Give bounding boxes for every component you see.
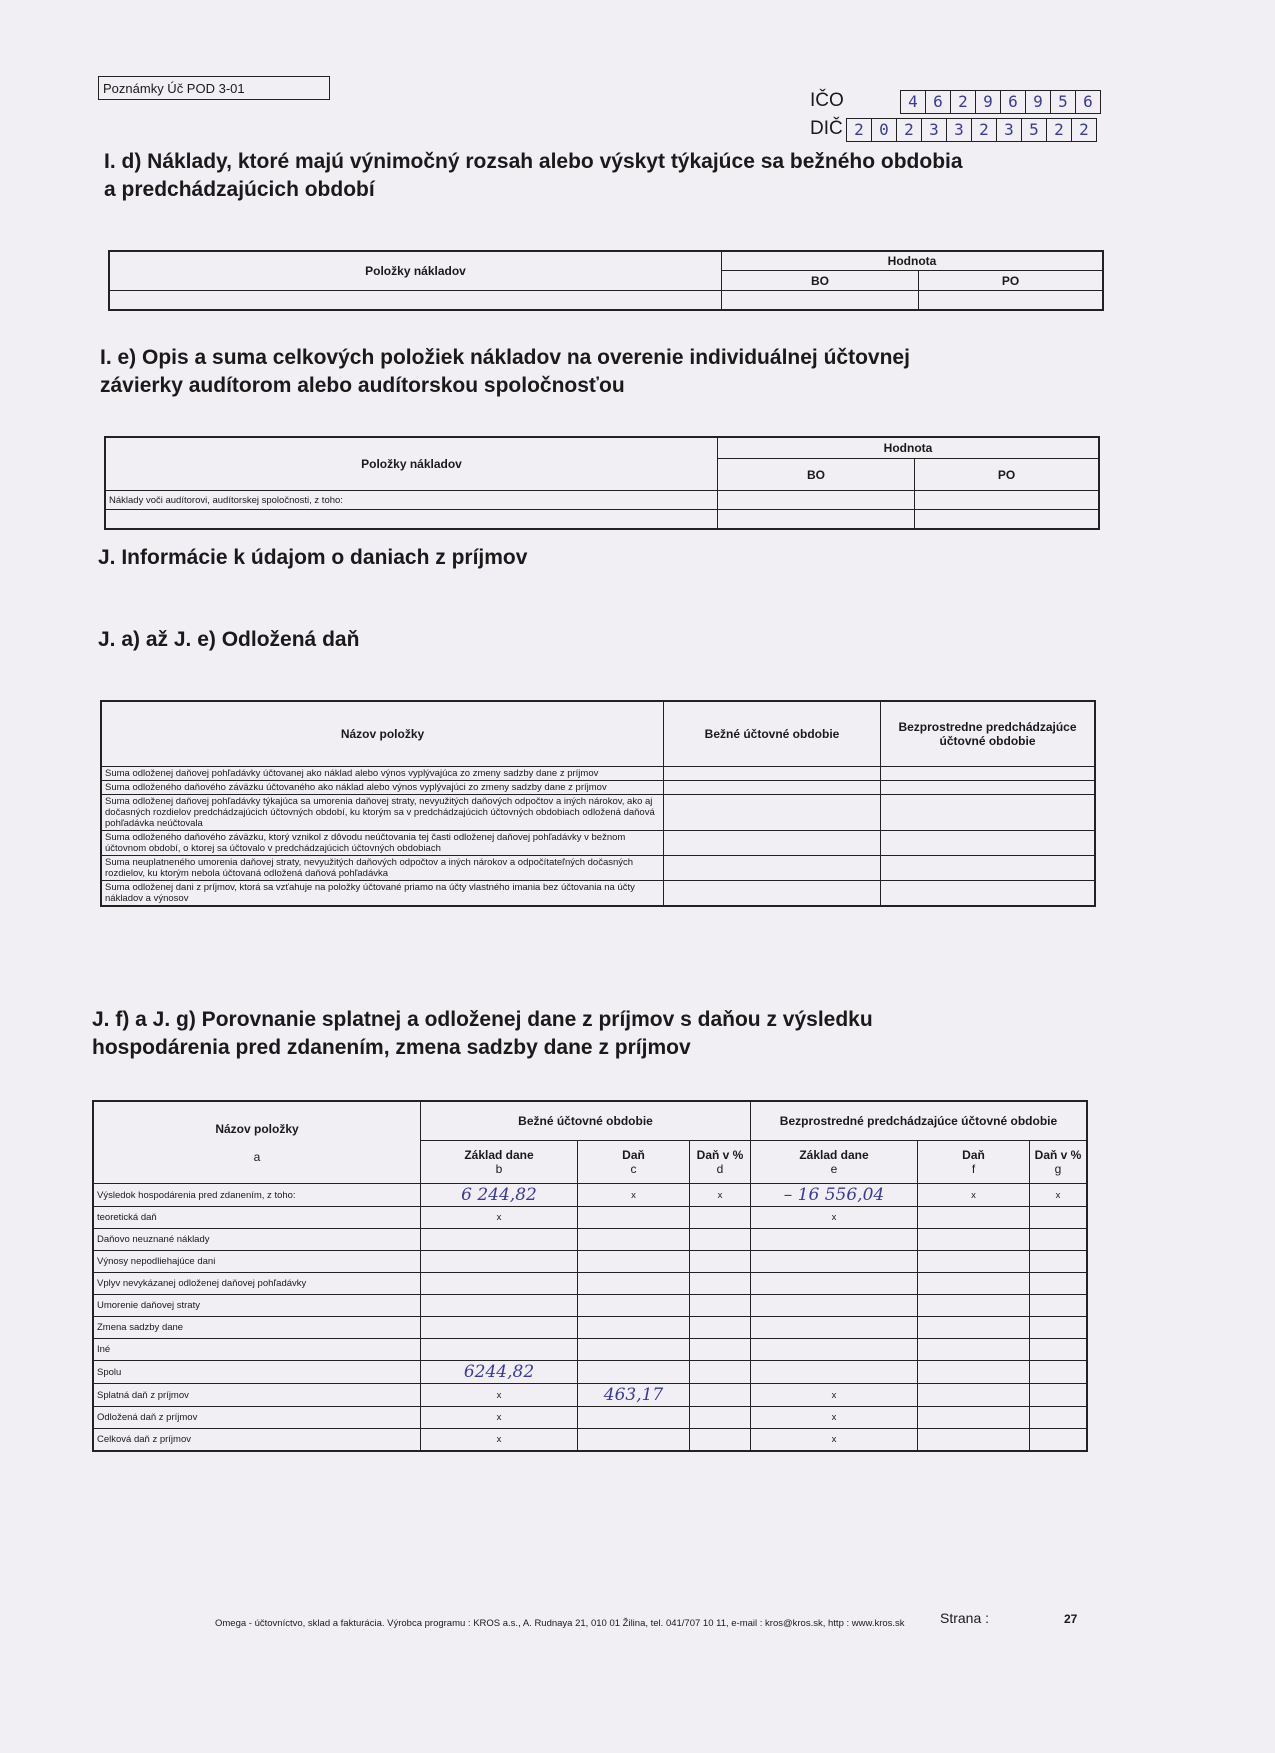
- table-cell: [881, 831, 1096, 856]
- cell-e: [751, 1251, 918, 1273]
- table-id: [108, 250, 1104, 311]
- table-cell: [919, 291, 1104, 311]
- col-items: Položky nákladov: [109, 251, 722, 291]
- table-ie: [104, 436, 1100, 530]
- row-label: Suma odloženej daňovej pohľadávky účtovanej ako náklad alebo výnos vyplývajúca zo zmeny sadzby dane z príjmov: [101, 767, 664, 781]
- col-letter-b: b: [495, 1162, 503, 1176]
- cell-g: [1030, 1339, 1088, 1361]
- dic-label: DIČ: [810, 118, 843, 139]
- col-pct-label: Daň v %: [1034, 1148, 1082, 1162]
- dic-digit: 2: [972, 119, 997, 141]
- ico-label: IČO: [810, 90, 844, 111]
- row-label: Výsledok hospodárenia pred zdanením, z toho:: [93, 1184, 421, 1207]
- col-base-current: [421, 1141, 578, 1184]
- row-label: teoretická daň: [93, 1207, 421, 1229]
- table-row: [101, 856, 1095, 881]
- col-name-label: Názov položky: [215, 1121, 299, 1136]
- row-label: Spolu: [93, 1361, 421, 1384]
- cell-c: [578, 1339, 690, 1361]
- table-cell: [664, 881, 881, 907]
- row-label: Umorenie daňovej straty: [93, 1295, 421, 1317]
- cell-f: [918, 1229, 1030, 1251]
- row-label: Daňovo neuznané náklady: [93, 1229, 421, 1251]
- section-id-title: [104, 148, 963, 204]
- cell-c: [578, 1229, 690, 1251]
- section-jf-title-line2: hospodárenia pred zdanením, zmena sadzby dane z príjmov: [92, 1036, 691, 1059]
- cell-d: [690, 1384, 751, 1407]
- cell-f: [918, 1384, 1030, 1407]
- cell-b: 6244,82: [421, 1361, 578, 1384]
- ico-digit: 6: [1083, 92, 1093, 111]
- row-label: Suma odloženej daňovej pohľadávky týkajúca sa umorenia daňovej straty, nevyužitých daňových odpočtov a iných nárokov, ako aj dočasných rozdielov predchádzajúcich účtovných období, ku ktorým sa v predchádzajúcich účtovných obdobiach odložená daňová pohľadávka neúčtovala: [101, 795, 664, 831]
- table-ja: [100, 700, 1096, 907]
- cell-e: [751, 1273, 918, 1295]
- cell-b: [421, 1273, 578, 1295]
- table-row: [93, 1361, 1087, 1384]
- cell-e: – 16 556,04: [751, 1184, 918, 1207]
- cell-g: x: [1030, 1184, 1088, 1207]
- cell-d: [690, 1229, 751, 1251]
- cell-f: [918, 1251, 1030, 1273]
- cell-g: [1030, 1361, 1088, 1384]
- table-row: [101, 767, 1095, 781]
- cell-d: [690, 1295, 751, 1317]
- cell-e: x: [751, 1429, 918, 1452]
- page-label: Strana :: [940, 1610, 990, 1626]
- dic-digit: 2: [847, 119, 872, 141]
- dic-digit: 0: [872, 119, 897, 141]
- cell-d: [690, 1407, 751, 1429]
- col-pct-label: Daň v %: [696, 1148, 744, 1162]
- row-label: Odložená daň z príjmov: [93, 1407, 421, 1429]
- table-row: [93, 1295, 1087, 1317]
- cell-f: [918, 1407, 1030, 1429]
- cell-g: [1030, 1384, 1088, 1407]
- cell-e: x: [751, 1384, 918, 1407]
- cell-e: x: [751, 1207, 918, 1229]
- cell-f: x: [918, 1184, 1030, 1207]
- cell-b: [421, 1339, 578, 1361]
- col-tax-label: Daň: [622, 1148, 645, 1162]
- row-label: Suma neuplatneného umorenia daňovej straty, nevyužitých daňových odpočtov a iných nárokov a odpočítateľných dočasných rozdielov, ku ktorým nebola účtovaná odložená daňová pohľadávka: [101, 856, 664, 881]
- cell-e: [751, 1361, 918, 1384]
- cell-c: [578, 1295, 690, 1317]
- table-cell: [881, 881, 1096, 907]
- form-code: Poznámky Úč POD 3-01: [98, 76, 330, 100]
- col-base-label: Základ dane: [464, 1148, 534, 1162]
- dic-digit: 3: [922, 119, 947, 141]
- dic-digit: 3: [947, 119, 972, 141]
- row-label: Suma odloženého daňového záväzku účtovaného ako náklad alebo výnos vyplývajúci zo zmeny sadzby dane z príjmov: [101, 781, 664, 795]
- cell-f: [918, 1317, 1030, 1339]
- cell-b: [421, 1295, 578, 1317]
- table-row: [93, 1407, 1087, 1429]
- cell-b: x: [421, 1207, 578, 1229]
- section-ie-title-line1: I. e) Opis a suma celkových položiek nákladov na overenie individuálnej účtovnej: [100, 346, 910, 369]
- cell-b: [421, 1251, 578, 1273]
- table-row: [93, 1339, 1087, 1361]
- cell-c: [578, 1251, 690, 1273]
- cell-c: [578, 1429, 690, 1452]
- table-row: [93, 1251, 1087, 1273]
- cell-d: x: [690, 1184, 751, 1207]
- cell-b: [421, 1229, 578, 1251]
- cell-f: [918, 1207, 1030, 1229]
- cell-e: [751, 1229, 918, 1251]
- table-row: [93, 1273, 1087, 1295]
- ico-digit: 6: [926, 91, 951, 113]
- dic-digit: 2: [1079, 120, 1089, 139]
- cell-g: [1030, 1429, 1088, 1452]
- table-cell: [881, 781, 1096, 795]
- row-label: Celková daň z príjmov: [93, 1429, 421, 1452]
- table-row: [93, 1317, 1087, 1339]
- table-jf: [92, 1100, 1088, 1452]
- col-name: Názov položky: [101, 701, 664, 767]
- col-bo: BO: [718, 459, 915, 491]
- table-row: [93, 1229, 1087, 1251]
- table-cell: [109, 291, 722, 311]
- cell-e: [751, 1317, 918, 1339]
- dic-digit-boxes: [846, 118, 1097, 142]
- section-id-title-line2: a predchádzajúcich období: [104, 178, 375, 201]
- row-label: Iné: [93, 1339, 421, 1361]
- col-letter-f: f: [971, 1162, 976, 1176]
- section-j-title: J. Informácie k údajom o daniach z príjmov: [98, 546, 528, 569]
- section-ie-title-line2: závierky audítorom alebo audítorskou spoločnosťou: [100, 374, 625, 397]
- cell-d: [690, 1339, 751, 1361]
- cell-c: [578, 1207, 690, 1229]
- dic-digit: 3: [997, 119, 1022, 141]
- cell-d: [690, 1429, 751, 1452]
- section-id-title-line1: I. d) Náklady, ktoré majú výnimočný rozsah alebo výskyt týkajúce sa bežného obdobia: [104, 150, 963, 173]
- col-previous: Bezprostredné predchádzajúce účtovné obdobie: [751, 1101, 1088, 1141]
- table-cell: [664, 767, 881, 781]
- row-label: Suma odloženého daňového záväzku, ktorý vznikol z dôvodu neúčtovania tej časti odloženej daňovej pohľadávky v bežnom účtovnom období, o ktorej sa účtovalo v predchádzajúcich účtovných obdobiach: [101, 831, 664, 856]
- table-cell: [718, 510, 915, 530]
- table-cell: [664, 831, 881, 856]
- cell-d: [690, 1273, 751, 1295]
- ico-digit: 6: [1001, 91, 1026, 113]
- col-letter-g: g: [1054, 1162, 1062, 1176]
- table-cell: [105, 510, 718, 530]
- table-row: [93, 1429, 1087, 1452]
- col-tax-previous: [918, 1141, 1030, 1184]
- col-letter-c: c: [630, 1162, 637, 1176]
- cell-c: [578, 1317, 690, 1339]
- col-letter-d: d: [716, 1162, 724, 1176]
- cell-f: [918, 1429, 1030, 1452]
- table-row: [93, 1207, 1087, 1229]
- row-label: Suma odloženej dani z príjmov, ktorá sa vzťahuje na položky účtované priamo na účty vlastného imania bez účtovania na účty nákladov a výnosov: [101, 881, 664, 907]
- cell-f: [918, 1295, 1030, 1317]
- col-pct-previous: [1030, 1141, 1088, 1184]
- col-base-previous: [751, 1141, 918, 1184]
- cell-g: [1030, 1251, 1088, 1273]
- cell-c: [578, 1273, 690, 1295]
- table-cell: [664, 856, 881, 881]
- cell-f: [918, 1361, 1030, 1384]
- cell-b: 6 244,82: [421, 1184, 578, 1207]
- cell-f: [918, 1339, 1030, 1361]
- ico-digit: 4: [901, 91, 926, 113]
- cell-e: x: [751, 1407, 918, 1429]
- ico-digit: 9: [1026, 91, 1051, 113]
- ico-digit: 9: [976, 91, 1001, 113]
- cell-g: [1030, 1407, 1088, 1429]
- footer-text: Omega - účtovníctvo, sklad a fakturácia. Výrobca programu : KROS a.s., A. Rudnaya 21, 010 01 Žilina, tel. 041/707 10 11, e-mail : kros@kros.sk, http : www.kros.sk: [215, 1618, 905, 1629]
- table-row: [101, 831, 1095, 856]
- row-label: Zmena sadzby dane: [93, 1317, 421, 1339]
- table-row: [101, 795, 1095, 831]
- col-name: [93, 1101, 421, 1184]
- col-current: Bežné účtovné obdobie: [421, 1101, 751, 1141]
- col-tax-label: Daň: [962, 1148, 985, 1162]
- cell-e: [751, 1339, 918, 1361]
- col-current: Bežné účtovné obdobie: [664, 701, 881, 767]
- ico-digit: 5: [1051, 91, 1076, 113]
- cell-c: 463,17: [578, 1384, 690, 1407]
- cell-g: [1030, 1207, 1088, 1229]
- cell-g: [1030, 1273, 1088, 1295]
- dic-digit: 2: [1047, 119, 1072, 141]
- table-cell: [915, 491, 1100, 510]
- cell-d: [690, 1317, 751, 1339]
- dic-digit: 5: [1022, 119, 1047, 141]
- row-label: Výnosy nepodliehajúce dani: [93, 1251, 421, 1273]
- cell-g: [1030, 1317, 1088, 1339]
- col-pct-current: [690, 1141, 751, 1184]
- col-base-label: Základ dane: [799, 1148, 869, 1162]
- row-label: Náklady voči audítorovi, audítorskej spoločnosti, z toho:: [105, 491, 718, 510]
- col-previous: Bezprostredne predchádzajúce účtovné obdobie: [881, 701, 1096, 767]
- table-cell: [881, 795, 1096, 831]
- cell-d: [690, 1207, 751, 1229]
- dic-digit: 2: [897, 119, 922, 141]
- cell-e: [751, 1295, 918, 1317]
- table-cell: [881, 767, 1096, 781]
- table-cell: [718, 491, 915, 510]
- section-jf-title: [92, 1006, 873, 1062]
- cell-b: [421, 1317, 578, 1339]
- cell-b: x: [421, 1429, 578, 1452]
- cell-g: [1030, 1295, 1088, 1317]
- row-label: Splatná daň z príjmov: [93, 1384, 421, 1407]
- cell-b: x: [421, 1407, 578, 1429]
- col-bo: BO: [722, 271, 919, 291]
- col-po: PO: [919, 271, 1104, 291]
- cell-c: [578, 1361, 690, 1384]
- table-cell: [664, 781, 881, 795]
- cell-d: [690, 1251, 751, 1273]
- table-cell: [664, 795, 881, 831]
- table-row: [101, 781, 1095, 795]
- table-cell: [722, 291, 919, 311]
- cell-g: [1030, 1229, 1088, 1251]
- cell-f: [918, 1273, 1030, 1295]
- table-cell: [881, 856, 1096, 881]
- table-row: [101, 881, 1095, 907]
- ico-digit-boxes: [900, 90, 1101, 114]
- cell-d: [690, 1361, 751, 1384]
- col-items: Položky nákladov: [105, 437, 718, 491]
- col-value: Hodnota: [718, 437, 1100, 459]
- section-jf-title-line1: J. f) a J. g) Porovnanie splatnej a odloženej dane z príjmov s daňou z výsledku: [92, 1008, 873, 1031]
- cell-b: x: [421, 1384, 578, 1407]
- table-cell: [915, 510, 1100, 530]
- col-po: PO: [915, 459, 1100, 491]
- col-letter-e: e: [830, 1162, 838, 1176]
- col-value: Hodnota: [722, 251, 1104, 271]
- table-row: [93, 1184, 1087, 1207]
- col-tax-current: [578, 1141, 690, 1184]
- section-ie-title: [100, 344, 910, 400]
- page-number: 27: [1064, 1612, 1078, 1626]
- ico-digit: 2: [951, 91, 976, 113]
- row-label: Vplyv nevykázanej odloženej daňovej pohľadávky: [93, 1273, 421, 1295]
- cell-c: x: [578, 1184, 690, 1207]
- section-ja-title: J. a) až J. e) Odložená daň: [98, 628, 360, 651]
- col-letter-a: a: [253, 1149, 261, 1164]
- table-row: [93, 1384, 1087, 1407]
- cell-c: [578, 1407, 690, 1429]
